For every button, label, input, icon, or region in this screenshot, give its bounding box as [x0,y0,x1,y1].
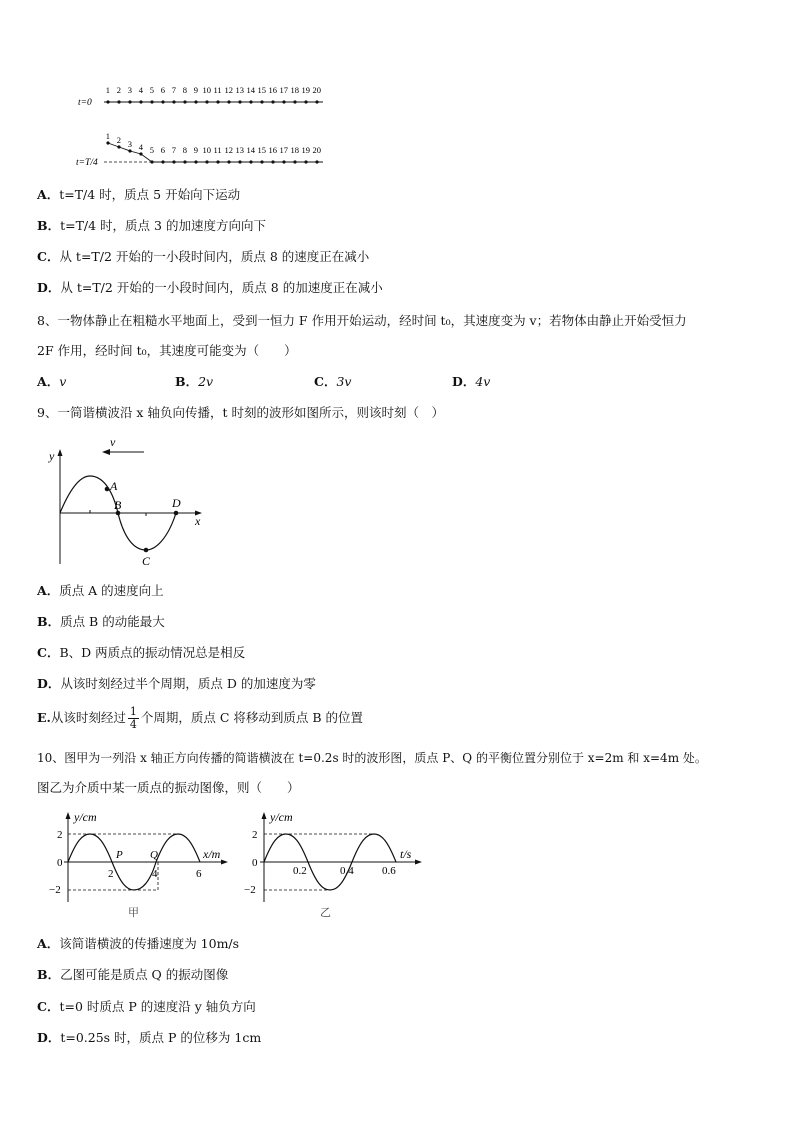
q8-option-b[interactable]: B．2v [175,374,214,389]
q9-wave-figure [40,432,220,572]
caption-yi: 乙 [320,907,331,919]
particle-dot [271,100,274,103]
row1-label: t=0 [78,98,92,108]
particle-dot [194,160,197,163]
particle-dot [282,100,285,103]
svg-text:−2: −2 [244,884,256,896]
particle-number: 15 [257,145,266,155]
particle-number: 7 [171,145,177,155]
particle-dot [128,149,131,152]
particle-number: 15 [257,85,266,95]
q10-stem-line2: 图乙为介质中某一质点的振动图像，则（ ） [37,780,300,795]
q7-particle-figure [70,82,340,174]
y-axis-label: y/cm [270,810,293,824]
particle-number: 5 [149,145,155,155]
particle-number: 6 [160,85,166,95]
particle-number: 4 [138,142,144,152]
particle-number: 19 [301,145,310,155]
particle-dot [161,100,164,103]
particle-number: 20 [312,145,321,155]
q10-figure-yi [232,808,432,920]
q8-option-c[interactable]: C．3v [314,374,352,389]
particle-dot [260,100,263,103]
svg-text:0.4: 0.4 [340,865,354,877]
option-label: A． [37,187,60,202]
svg-text:0: 0 [252,857,258,869]
particle-dot [304,160,307,163]
particle-dot [139,152,142,155]
particle-dot [106,141,109,144]
row2-label: t=T/4 [76,158,98,168]
particle-dot [150,160,153,163]
particle-dot [238,100,241,103]
particle-dot [117,145,120,148]
particle-number: 18 [290,85,299,95]
svg-text:2: 2 [57,829,63,841]
q7-option-c[interactable] [37,249,369,265]
particle-dot [227,160,230,163]
q10-option-a[interactable]: A．该简谐横波的传播速度为 10m/s [37,936,240,951]
particle-number: 9 [193,145,199,155]
particle-dot [238,160,241,163]
particle-dot [260,160,263,163]
particle-number: 17 [279,85,288,95]
particle-dot [227,100,230,103]
q9-option-c[interactable]: C．B、D 两质点的振动情况总是相反 [37,645,246,660]
particle-dot [183,160,186,163]
point-c [144,548,149,553]
velocity-arrowhead [102,449,110,455]
particle-dot [205,100,208,103]
q9-option-e[interactable]: E.从该时刻经过 $\frac{1}{4}$ 个周期，质点 C 将移动到质点 B 的位置 [37,705,364,731]
particle-number: 9 [193,85,199,95]
particle-number: 14 [246,85,255,95]
particle-number: 5 [149,85,155,95]
particle-number: 8 [182,145,188,155]
particle-dot [194,100,197,103]
svg-text:2: 2 [252,829,258,841]
option-text: t=T/4 时，质点 5 开始向下运动 [59,187,241,202]
option-label: C． [37,249,60,264]
y-axis-label: y [49,449,55,463]
point-a [105,487,110,492]
svg-text:4: 4 [152,868,158,880]
particle-number: 7 [171,85,177,95]
q7-option-b[interactable] [37,218,266,234]
particle-number: 14 [246,145,255,155]
particle-dot [205,160,208,163]
particle-dot [139,100,142,103]
particle-dot [271,160,274,163]
point-a-label: A [110,479,118,493]
q10-option-d[interactable]: D．t=0.25s 时，质点 P 的位移为 1cm [37,1030,262,1045]
particle-dot [293,160,296,163]
q8-option-a[interactable]: A．v [37,374,67,389]
particle-dot [216,160,219,163]
particle-number: 17 [279,145,288,155]
particle-dot [117,100,120,103]
particle-dot [183,100,186,103]
particle-number: 2 [116,135,122,145]
option-text: 从 t=T/2 开始的一小段时间内，质点 8 的速度正在减小 [59,249,370,264]
particle-number: 19 [301,85,310,95]
q8-stem-line1: 8、一物体静止在粗糙水平地面上，受到一恒力 F 作用开始运动，经时间 t₀，其速度变为 v；若物体由静止开始受恒力 [37,313,687,328]
q9-option-a[interactable]: A．质点 A 的速度向上 [37,583,164,598]
particle-number: 3 [127,139,133,149]
svg-text:−2: −2 [49,884,61,896]
point-p-label: P [116,849,123,861]
q7-option-d[interactable] [37,280,383,296]
q7-option-a[interactable] [37,187,240,203]
svg-text:6: 6 [196,868,202,880]
y-axis-label: y/cm [74,810,97,824]
particle-dot [216,100,219,103]
point-d [174,511,179,516]
q10-option-b[interactable]: B．乙图可能是质点 Q 的振动图像 [37,967,229,982]
particle-number: 11 [213,145,222,155]
option-text: 从 t=T/2 开始的一小段时间内，质点 8 的加速度正在减小 [60,280,383,295]
q10-figure-jia [40,808,240,920]
particle-number: 6 [160,145,166,155]
particle-number: 13 [235,85,244,95]
particle-dot [249,100,252,103]
particle-number: 11 [213,85,222,95]
particle-dot [315,100,318,103]
particle-number: 8 [182,85,188,95]
particle-number: 3 [127,85,133,95]
y-axis-arrow [58,449,63,456]
x-axis-label: x/m [203,847,221,861]
velocity-label: v [110,435,116,449]
option-text: t=T/4 时，质点 3 的加速度方向向下 [60,218,266,233]
q8-options [37,374,557,390]
particle-number: 12 [224,85,233,95]
fraction: $\frac{1}{4}$ [129,705,137,731]
q8-option-d[interactable]: D．4v [452,374,491,389]
particle-dot [293,100,296,103]
q9-option-b[interactable]: B．质点 B 的动能最大 [37,614,165,629]
particle-dot [150,100,153,103]
particle-number: 18 [290,145,299,155]
x-axis-label: x [195,514,201,528]
option-label: D． [37,280,61,295]
particle-dot [249,160,252,163]
particle-dot [304,100,307,103]
particle-dot [282,160,285,163]
option-label: B． [37,218,61,233]
point-q-label: Q [150,849,158,861]
particle-number: 16 [268,85,277,95]
point-b-label: B [114,498,122,512]
particle-number: 1 [105,131,111,141]
caption-jia: 甲 [128,907,139,919]
particle-dot [128,100,131,103]
particle-number: 16 [268,145,277,155]
particle-number: 12 [224,145,233,155]
point-c-label: C [142,554,151,568]
q10-option-c[interactable]: C．t=0 时质点 P 的速度沿 y 轴负方向 [37,999,256,1014]
particle-number: 2 [116,85,122,95]
particle-number: 20 [312,85,321,95]
q9-stem: 9、一简谐横波沿 x 轴负向传播，t 时刻的波形如图所示，则该时刻（ ） [37,405,444,420]
point-d-label: D [172,496,181,510]
svg-text:0: 0 [57,857,63,869]
particle-number: 10 [202,85,211,95]
svg-text:2: 2 [108,868,114,880]
svg-text:0.2: 0.2 [293,865,307,877]
svg-text:0.6: 0.6 [382,865,396,877]
q9-option-d[interactable]: D．从该时刻经过半个周期，质点 D 的加速度为零 [37,676,316,691]
q8-stem-line2: 2F 作用，经时间 t₀，其速度可能变为（ ） [37,343,297,358]
particle-number: 13 [235,145,244,155]
q10-stem-line1: 10、图甲为一列沿 x 轴正方向传播的简谐横波在 t=0.2s 时的波形图，质点 P、Q 的平衡位置分别位于 x=2m 和 x=4m 处。 [37,751,707,765]
particle-dot [106,100,109,103]
particle-dot [161,160,164,163]
t-axis-label: t/s [400,847,412,861]
particle-dot [172,160,175,163]
particle-dot [172,100,175,103]
particle-number: 1 [105,85,111,95]
particle-number: 4 [138,85,144,95]
particle-dot [315,160,318,163]
particle-number: 10 [202,145,211,155]
